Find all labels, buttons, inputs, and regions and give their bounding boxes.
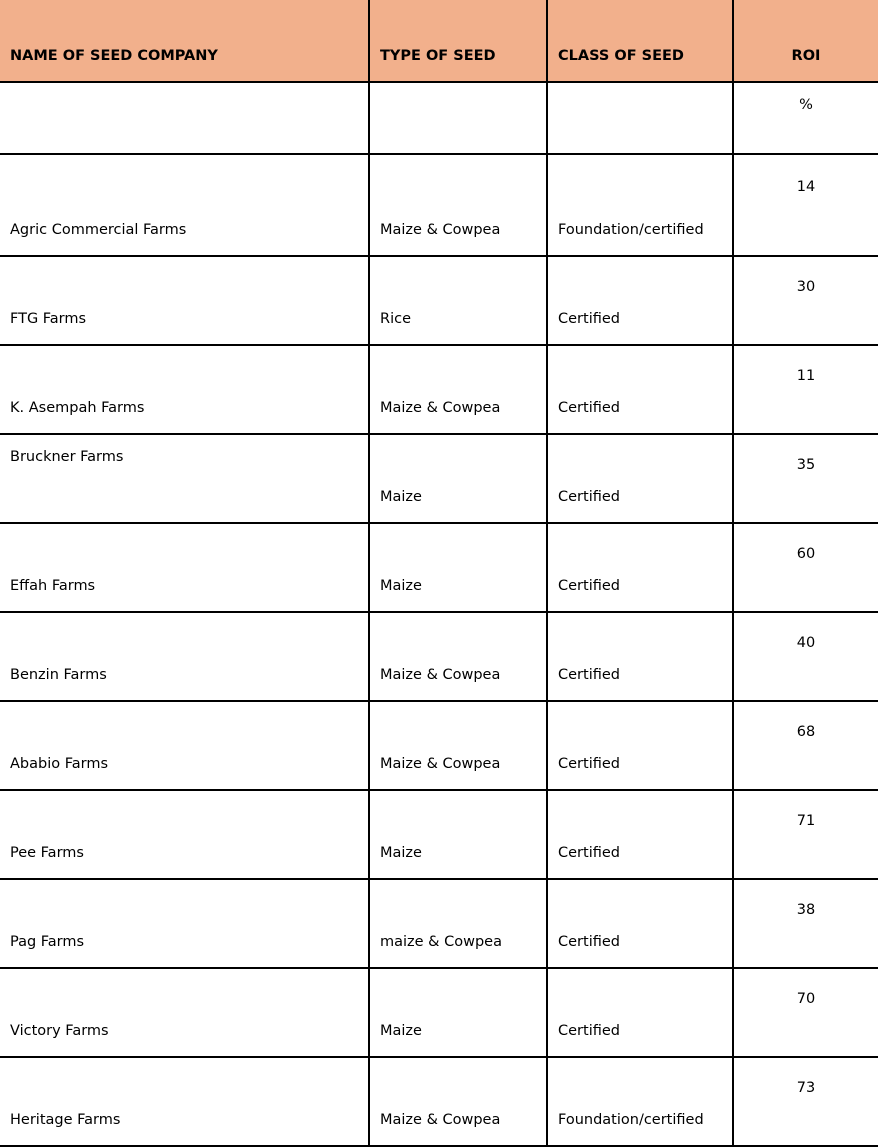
seed-class-cell: Certified <box>547 612 733 701</box>
roi-cell: 30 <box>733 256 878 345</box>
seed-type-cell: Maize & Cowpea <box>369 154 547 256</box>
seed-type-cell: Maize <box>369 790 547 879</box>
table-row <box>0 1057 878 1146</box>
seed-type-cell: Maize & Cowpea <box>369 345 547 434</box>
roi-cell: 14 <box>733 154 878 256</box>
table-row <box>0 612 878 701</box>
seed-class-cell: Certified <box>547 701 733 790</box>
seed-type-cell: Maize <box>369 523 547 612</box>
seed-type-cell: Rice <box>369 256 547 345</box>
header-company: NAME OF SEED COMPANY <box>0 0 369 82</box>
roi-unit: % <box>733 82 878 154</box>
seed-class-cell: Foundation/certified <box>547 1057 733 1146</box>
seed-type-cell: Maize & Cowpea <box>369 701 547 790</box>
header-row <box>0 0 878 82</box>
unit-row <box>0 82 878 154</box>
header-type: TYPE OF SEED <box>369 0 547 82</box>
seed-type-cell: Maize <box>369 968 547 1057</box>
seed-class-cell: Certified <box>547 256 733 345</box>
seed-type-cell: maize & Cowpea <box>369 879 547 968</box>
table-row <box>0 256 878 345</box>
seed-class-cell: Certified <box>547 968 733 1057</box>
table-row <box>0 345 878 434</box>
seed-class-cell: Foundation/certified <box>547 154 733 256</box>
company-cell: Pag Farms <box>0 879 369 968</box>
table-row <box>0 968 878 1057</box>
table-row <box>0 523 878 612</box>
roi-cell: 73 <box>733 1057 878 1146</box>
table-row <box>0 434 878 523</box>
seed-type-cell: Maize <box>369 434 547 523</box>
company-cell: Benzin Farms <box>0 612 369 701</box>
company-cell: Ababio Farms <box>0 701 369 790</box>
seed-type-cell: Maize & Cowpea <box>369 612 547 701</box>
roi-cell: 60 <box>733 523 878 612</box>
roi-cell: 70 <box>733 968 878 1057</box>
company-cell: Agric Commercial Farms <box>0 154 369 256</box>
seed-class-cell: Certified <box>547 434 733 523</box>
header-roi: ROI <box>733 0 878 82</box>
seed-class-cell: Certified <box>547 345 733 434</box>
roi-cell: 68 <box>733 701 878 790</box>
seed-class-cell: Certified <box>547 879 733 968</box>
roi-cell: 40 <box>733 612 878 701</box>
company-cell: FTG Farms <box>0 256 369 345</box>
company-cell: Pee Farms <box>0 790 369 879</box>
company-cell: K. Asempah Farms <box>0 345 369 434</box>
unit-cell-class <box>547 82 733 154</box>
unit-cell-company <box>0 82 369 154</box>
table-row <box>0 790 878 879</box>
seed-type-cell: Maize & Cowpea <box>369 1057 547 1146</box>
roi-cell: 38 <box>733 879 878 968</box>
header-class: CLASS OF SEED <box>547 0 733 82</box>
seed-class-cell: Certified <box>547 523 733 612</box>
roi-cell: 35 <box>733 434 878 523</box>
table-row <box>0 701 878 790</box>
roi-cell: 71 <box>733 790 878 879</box>
table-row <box>0 154 878 256</box>
unit-cell-type <box>369 82 547 154</box>
company-cell: Victory Farms <box>0 968 369 1057</box>
seed-class-cell: Certified <box>547 790 733 879</box>
roi-cell: 11 <box>733 345 878 434</box>
company-cell: Heritage Farms <box>0 1057 369 1146</box>
company-cell: Effah Farms <box>0 523 369 612</box>
table-row <box>0 879 878 968</box>
company-cell: Bruckner Farms <box>0 434 369 523</box>
